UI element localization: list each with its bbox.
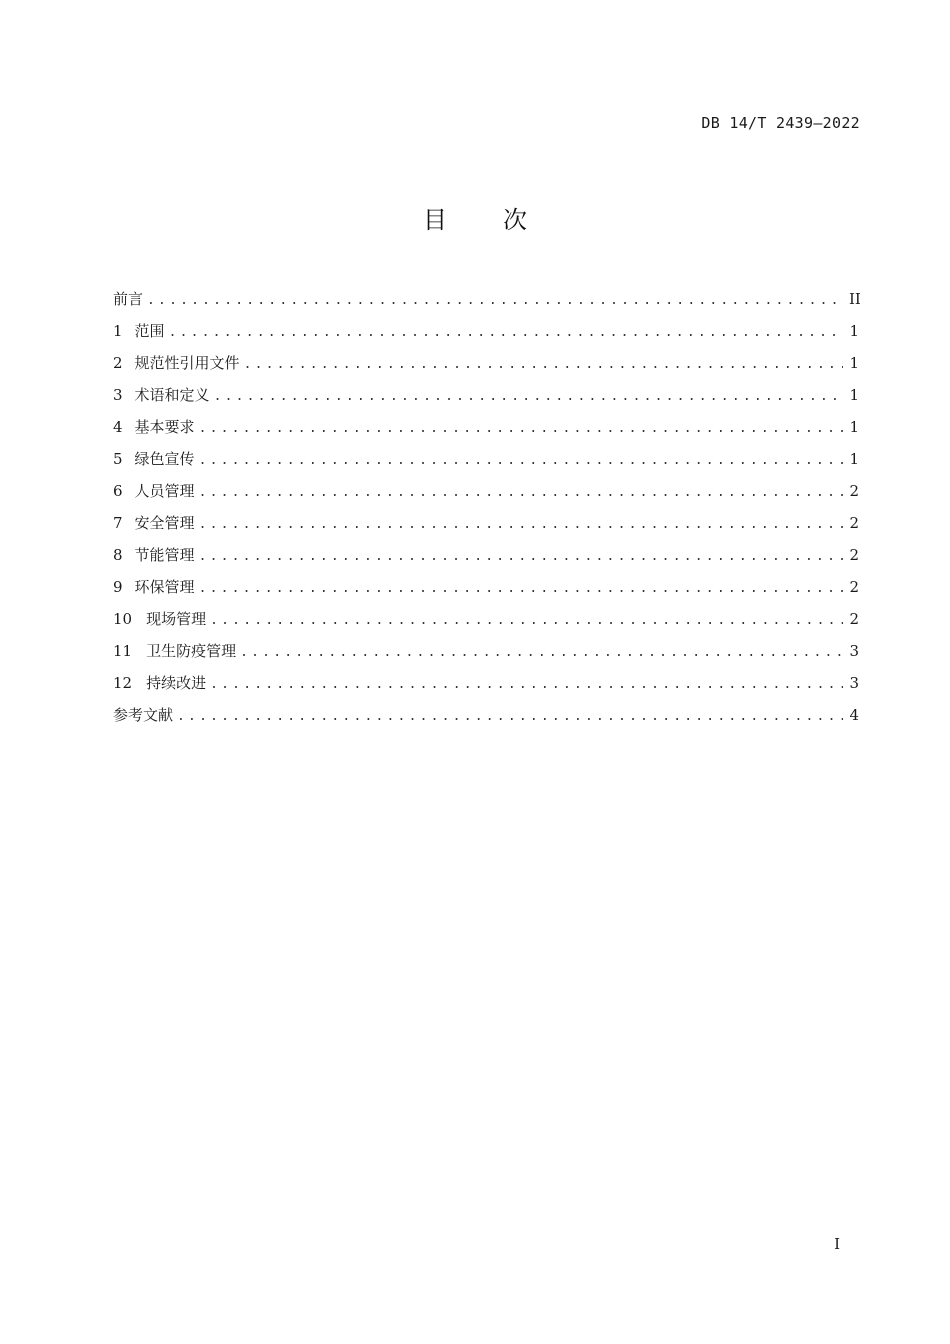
- toc-entry-7[interactable]: [113, 510, 859, 542]
- table-of-contents: [113, 286, 859, 734]
- toc-entry-label: 人员管理: [134, 482, 195, 500]
- toc-entry-page: 2: [849, 610, 859, 628]
- toc-entry-label: 范围: [134, 322, 165, 340]
- toc-entry-9[interactable]: [113, 574, 859, 606]
- toc-entry-label: 现场管理: [146, 610, 207, 628]
- toc-entry-12[interactable]: [113, 670, 859, 702]
- toc-entry-label: 参考文献: [113, 706, 174, 724]
- toc-entry-number: 6: [113, 482, 123, 500]
- toc-leader-dots: [169, 320, 843, 346]
- toc-entry-number: 3: [113, 386, 123, 404]
- toc-entry-foreword[interactable]: [113, 286, 859, 318]
- page-title-char-2: 次: [503, 206, 527, 234]
- toc-entry-8[interactable]: [113, 542, 859, 574]
- page-title-char-1: 目: [423, 206, 447, 234]
- toc-entry-number: 2: [113, 354, 123, 372]
- toc-leader-dots: [199, 544, 843, 570]
- toc-entry-page: 1: [849, 450, 859, 468]
- toc-entry-label: 卫生防疫管理: [146, 642, 237, 660]
- toc-entry-label: 节能管理: [134, 546, 195, 564]
- toc-leader-dots: [214, 384, 843, 410]
- toc-entry-page: 2: [849, 514, 859, 532]
- toc-leader-dots: [199, 416, 843, 442]
- toc-entry-label: 前言: [113, 290, 144, 308]
- toc-leader-dots: [210, 608, 843, 634]
- toc-entry-number: 1: [113, 322, 123, 340]
- toc-entry-number: 9: [113, 578, 123, 596]
- toc-entry-label: 绿色宣传: [134, 450, 195, 468]
- toc-leader-dots: [240, 640, 843, 666]
- toc-entry-label: 安全管理: [134, 514, 195, 532]
- toc-entry-page: 1: [849, 354, 859, 372]
- toc-entry-number: 12: [113, 674, 133, 692]
- toc-leader-dots: [199, 576, 843, 602]
- toc-entry-label: 术语和定义: [134, 386, 210, 404]
- toc-leader-dots: [199, 512, 843, 538]
- toc-entry-10[interactable]: [113, 606, 859, 638]
- toc-entry-label: 规范性引用文件: [134, 354, 240, 372]
- toc-entry-bibliography[interactable]: [113, 702, 859, 734]
- toc-entry-4[interactable]: [113, 414, 859, 446]
- toc-entry-6[interactable]: [113, 478, 859, 510]
- toc-entry-page: 1: [849, 322, 859, 340]
- toc-entry-1[interactable]: [113, 318, 859, 350]
- toc-entry-label: 持续改进: [146, 674, 207, 692]
- toc-entry-11[interactable]: [113, 638, 859, 670]
- standard-code: DB 14/T 2439—2022: [701, 114, 860, 132]
- toc-leader-dots: [199, 448, 843, 474]
- toc-leader-dots: [147, 288, 843, 314]
- toc-entry-page: 3: [849, 674, 859, 692]
- toc-leader-dots: [177, 704, 843, 730]
- toc-entry-label: 基本要求: [134, 418, 195, 436]
- toc-entry-label: 环保管理: [134, 578, 195, 596]
- toc-entry-3[interactable]: [113, 382, 859, 414]
- toc-entry-page: 2: [849, 578, 859, 596]
- toc-entry-number: 10: [113, 610, 133, 628]
- toc-entry-page: 2: [849, 482, 859, 500]
- page-number: I: [834, 1235, 840, 1253]
- page-title: [0, 200, 950, 235]
- toc-entry-page: 3: [849, 642, 859, 660]
- toc-entry-number: 11: [113, 642, 133, 660]
- toc-entry-2[interactable]: [113, 350, 859, 382]
- toc-entry-5[interactable]: [113, 446, 859, 478]
- toc-entry-page: 1: [849, 418, 859, 436]
- toc-entry-number: 4: [113, 418, 123, 436]
- toc-entry-number: 7: [113, 514, 123, 532]
- toc-entry-page: 4: [849, 706, 859, 724]
- toc-entry-number: 8: [113, 546, 123, 564]
- toc-leader-dots: [244, 352, 843, 378]
- toc-entry-number: 5: [113, 450, 123, 468]
- toc-entry-page: II: [849, 290, 861, 308]
- toc-leader-dots: [199, 480, 843, 506]
- toc-entry-page: 2: [849, 546, 859, 564]
- toc-entry-page: 1: [849, 386, 859, 404]
- toc-leader-dots: [210, 672, 843, 698]
